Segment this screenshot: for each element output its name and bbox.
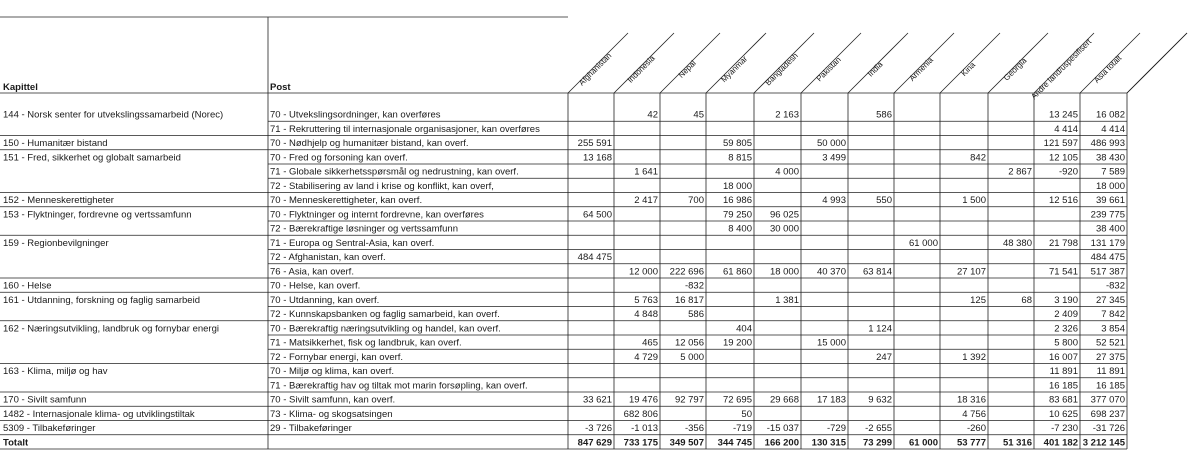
value-cell: 13 245 (1048, 109, 1078, 121)
value-cell: 222 696 (669, 266, 704, 278)
value-cell: 16 185 (1048, 380, 1078, 392)
value-cell: 16 185 (1095, 380, 1125, 392)
value-cell: 18 000 (1095, 180, 1125, 192)
post-cell: 71 - Rekruttering til internasjonale organisasjoner, kan overføres (270, 123, 540, 135)
post-cell: 70 - Helse, kan overf. (270, 280, 361, 292)
value-cell: 484 475 (577, 252, 612, 263)
value-cell: 682 806 (623, 408, 658, 420)
value-cell: -31 726 (1092, 423, 1125, 434)
kapittel-cell: 151 - Fred, sikkerhet og globalt samarbeid (3, 152, 181, 164)
value-cell: -356 (684, 423, 704, 434)
value-cell: 17 183 (816, 394, 846, 406)
value-cell: 92 797 (674, 394, 704, 406)
post-cell: 72 - Bærekraftige løsninger og vertssamfunn (270, 223, 458, 235)
value-cell: 40 370 (816, 266, 846, 278)
post-cell: 70 - Bærekraftig næringsutvikling og handel, kan overf. (270, 323, 501, 335)
value-cell: 96 025 (769, 209, 799, 221)
value-cell: 1 392 (962, 351, 986, 363)
post-cell: 76 - Asia, kan overf. (270, 266, 354, 278)
value-cell: 9 632 (868, 394, 892, 406)
value-cell: 38 430 (1095, 152, 1125, 164)
value-cell: 33 621 (582, 394, 612, 406)
kapittel-cell: 163 - Klima, miljø og hav (3, 366, 108, 377)
kapittel-cell: 160 - Helse (3, 280, 52, 292)
value-cell: 1 381 (775, 294, 799, 306)
value-cell: 4 756 (962, 408, 986, 420)
post-cell: 71 - Globale sikkerhetsspørsmål og nedrustning, kan overf. (270, 166, 519, 178)
value-cell: 4 414 (1054, 123, 1078, 135)
country-header: Kina (959, 60, 978, 79)
post-cell: 72 - Kunnskapsbanken og faglig samarbeid, kan overf. (270, 309, 500, 320)
country-header: Myanmar (719, 54, 750, 85)
value-cell: 2 417 (634, 195, 658, 206)
value-cell: 12 516 (1048, 195, 1078, 206)
value-cell: 50 (741, 408, 752, 420)
value-cell: 13 168 (582, 152, 612, 164)
value-cell: 8 815 (728, 152, 752, 164)
kapittel-cell: 144 - Norsk senter for utvekslingssamarbeid (Norec) (3, 109, 224, 121)
post-cell: 71 - Bærekraftig hav og tiltak mot marin forsøpling, kan overf. (270, 380, 528, 392)
value-cell: 2 326 (1054, 323, 1078, 335)
value-cell: 5 000 (680, 351, 704, 363)
value-cell: 15 000 (816, 337, 846, 349)
total-label: Totalt (3, 437, 29, 449)
country-header: Indonesia (625, 53, 657, 85)
value-cell: 11 891 (1049, 366, 1078, 377)
kapittel-header: Kapittel (3, 82, 38, 93)
value-cell: 8 400 (728, 223, 752, 235)
value-cell: 59 805 (722, 138, 752, 149)
value-cell: 1 500 (962, 195, 986, 206)
value-cell: 842 (970, 152, 986, 164)
country-header: Asia totalt (1092, 53, 1124, 85)
value-cell: 16 082 (1095, 109, 1125, 121)
country-header: Bangladesh (763, 51, 800, 88)
value-cell: 12 105 (1048, 152, 1078, 164)
post-cell: 70 - Sivilt samfunn, kan overf. (270, 394, 396, 406)
kapittel-cell: 153 - Flyktninger, fordrevne og vertssamfunn (3, 209, 192, 221)
value-cell: 68 (1021, 294, 1032, 306)
value-cell: 19 476 (628, 394, 658, 406)
value-cell: 239 775 (1090, 209, 1125, 221)
value-cell: 586 (876, 109, 892, 121)
value-cell: 125 (970, 294, 986, 306)
kapittel-cell: 152 - Menneskerettigheter (3, 195, 114, 206)
country-header: Pakistan (814, 55, 843, 84)
value-cell: 486 993 (1090, 138, 1125, 149)
value-cell: 48 380 (1002, 237, 1032, 249)
country-header: India (865, 59, 885, 79)
value-cell: -260 (966, 423, 986, 434)
value-cell: 19 200 (722, 337, 752, 349)
value-cell: 30 000 (769, 223, 799, 235)
kapittel-cell: 161 - Utdanning, forskning og faglig samarbeid (3, 294, 200, 306)
value-cell: -3 726 (585, 423, 612, 434)
value-cell: -729 (826, 423, 846, 434)
total-value-cell: 166 200 (764, 437, 799, 449)
value-cell: 4 414 (1101, 123, 1125, 135)
value-cell: -920 (1058, 166, 1078, 178)
value-cell: -832 (684, 280, 704, 292)
value-cell: 50 000 (816, 138, 846, 149)
value-cell: 38 400 (1095, 223, 1125, 235)
value-cell: 131 179 (1090, 237, 1125, 249)
total-value-cell: 733 175 (623, 437, 658, 449)
value-cell: -1 013 (631, 423, 658, 434)
value-cell: 21 798 (1048, 237, 1078, 249)
country-header: Georgia (1001, 55, 1029, 83)
value-cell: 61 000 (908, 237, 938, 249)
kapittel-cell: 170 - Sivilt samfunn (3, 394, 87, 406)
value-cell: 2 867 (1008, 166, 1032, 178)
value-cell: 72 695 (722, 394, 752, 406)
value-cell: 2 163 (775, 109, 799, 121)
value-cell: 71 541 (1048, 266, 1078, 278)
post-header: Post (270, 82, 291, 93)
value-cell: 16 986 (722, 195, 752, 206)
total-value-cell: 3 212 145 (1082, 437, 1125, 449)
post-cell: 73 - Klima- og skogsatsingen (270, 408, 393, 420)
value-cell: 121 597 (1043, 138, 1078, 149)
value-cell: 39 661 (1095, 195, 1125, 206)
value-cell: 12 056 (674, 337, 704, 349)
value-cell: 586 (688, 309, 704, 320)
total-value-cell: 847 629 (577, 437, 612, 449)
value-cell: 63 814 (862, 266, 892, 278)
country-header: Afghanistan (577, 51, 614, 88)
value-cell: 3 499 (822, 152, 846, 164)
value-cell: 550 (876, 195, 892, 206)
post-cell: 71 - Matsikkerhet, fisk og landbruk, kan overf. (270, 337, 462, 349)
value-cell: 42 (647, 109, 658, 121)
kapittel-cell: 162 - Næringsutvikling, landbruk og fornybar energi (3, 323, 219, 335)
value-cell: -719 (732, 423, 752, 434)
total-value-cell: 53 777 (956, 437, 986, 449)
value-cell: 4 000 (775, 166, 799, 178)
total-value-cell: 349 507 (669, 437, 704, 449)
value-cell: 5 800 (1054, 337, 1078, 349)
value-cell: 18 316 (956, 394, 986, 406)
value-cell: 7 842 (1101, 309, 1125, 320)
value-cell: 255 591 (577, 138, 612, 149)
value-cell: 27 345 (1095, 294, 1125, 306)
total-value-cell: 51 316 (1002, 437, 1032, 449)
value-cell: 29 668 (769, 394, 799, 406)
value-cell: 52 521 (1095, 337, 1125, 349)
post-cell: 70 - Utdanning, kan overf. (270, 294, 380, 306)
total-value-cell: 344 745 (717, 437, 752, 449)
value-cell: 247 (876, 351, 892, 363)
total-value-cell: 130 315 (811, 437, 846, 449)
country-header: Armenia (907, 55, 935, 83)
value-cell: 7 589 (1101, 166, 1125, 178)
value-cell: 698 237 (1090, 408, 1125, 420)
value-cell: 377 070 (1090, 394, 1125, 406)
country-header: Nepal (676, 58, 698, 80)
value-cell: 517 387 (1090, 266, 1125, 278)
value-cell: 4 993 (822, 195, 846, 206)
value-cell: 45 (693, 109, 704, 121)
country-header: Andre land/uspesifisert (1029, 37, 1094, 102)
value-cell: 3 854 (1101, 323, 1125, 335)
value-cell: 2 409 (1054, 309, 1078, 320)
value-cell: 4 729 (634, 351, 658, 363)
value-cell: 18 000 (722, 180, 752, 192)
post-cell: 70 - Flyktninger og internt fordrevne, kan overføres (270, 209, 484, 221)
value-cell: 1 641 (634, 166, 658, 178)
value-cell: 18 000 (769, 266, 799, 278)
post-cell: 70 - Nødhjelp og humanitær bistand, kan overf. (270, 138, 469, 149)
value-cell: 3 190 (1054, 294, 1078, 306)
kapittel-cell: 1482 - Internasjonale klima- og utviklingstiltak (3, 408, 195, 420)
value-cell: 27 107 (956, 266, 986, 278)
kapittel-cell: 159 - Regionbevilgninger (3, 237, 109, 249)
post-cell: 72 - Stabilisering av land i krise og konflikt, kan overf, (270, 180, 494, 192)
post-cell: 70 - Fred og forsoning kan overf. (270, 152, 408, 164)
post-cell: 70 - Miljø og klima, kan overf. (270, 366, 395, 377)
value-cell: 12 000 (628, 266, 658, 278)
value-cell: 10 625 (1048, 408, 1078, 420)
total-value-cell: 61 000 (908, 437, 938, 449)
kapittel-cell: 150 - Humanitær bistand (3, 138, 108, 149)
post-cell: 70 - Menneskerettigheter, kan overf. (270, 195, 423, 206)
value-cell: 5 763 (634, 294, 658, 306)
total-value-cell: 73 299 (862, 437, 892, 449)
post-cell: 70 - Utvekslingsordninger, kan overføres (270, 109, 441, 121)
post-cell: 71 - Europa og Sentral-Asia, kan overf. (270, 237, 435, 249)
value-cell: 64 500 (582, 209, 612, 221)
post-cell: 72 - Afghanistan, kan overf. (270, 252, 386, 263)
value-cell: 83 681 (1048, 394, 1078, 406)
value-cell: 16 007 (1048, 351, 1078, 363)
value-cell: 4 848 (634, 309, 658, 320)
value-cell: 484 475 (1090, 252, 1125, 263)
value-cell: 465 (642, 337, 658, 349)
total-value-cell: 401 182 (1043, 437, 1078, 449)
value-cell: 27 375 (1095, 351, 1125, 363)
post-cell: 72 - Fornybar energi, kan overf. (270, 351, 404, 363)
value-cell: 1 124 (868, 323, 892, 335)
value-cell: -15 037 (766, 423, 799, 434)
value-cell: -7 230 (1051, 423, 1078, 434)
value-cell: 404 (736, 323, 752, 335)
value-cell: 11 891 (1096, 366, 1125, 377)
header-diagonal (1127, 33, 1187, 93)
value-cell: 700 (688, 195, 704, 206)
value-cell: 61 860 (722, 266, 752, 278)
kapittel-cell: 5309 - Tilbakeføringer (3, 423, 96, 434)
value-cell: -832 (1105, 280, 1125, 292)
value-cell: -2 655 (865, 423, 892, 434)
post-cell: 29 - Tilbakeføringer (270, 423, 352, 434)
value-cell: 79 250 (722, 209, 752, 221)
value-cell: 16 817 (674, 294, 704, 306)
